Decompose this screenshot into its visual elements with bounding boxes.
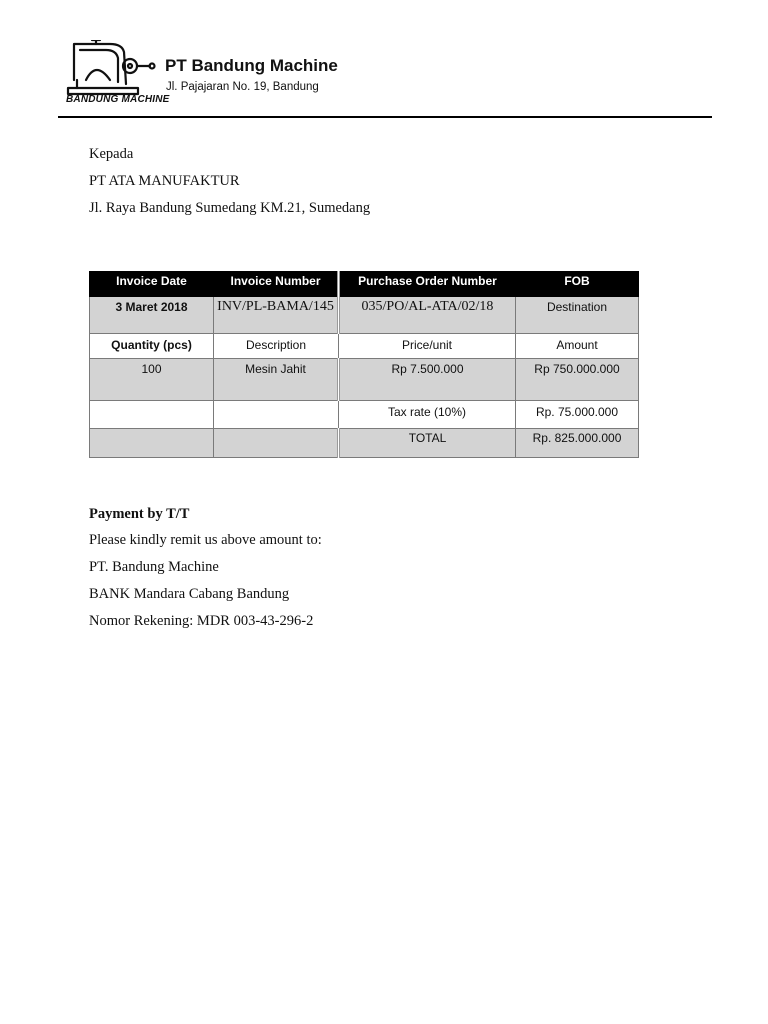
po-number: 035/PO/AL-ATA/02/18 [339, 297, 516, 334]
fob-value: Destination [516, 297, 639, 334]
company-name: PT Bandung Machine [165, 56, 338, 75]
header-po-number: Purchase Order Number [339, 272, 516, 297]
payment-account: Nomor Rekening: MDR 003-43-296-2 [89, 613, 314, 629]
header-invoice-date: Invoice Date [90, 272, 214, 297]
salutation: Kepada [89, 146, 134, 162]
sewing-machine-icon [66, 40, 160, 96]
total-label: TOTAL [339, 429, 516, 458]
recipient-address: Jl. Raya Bandung Sumedang KM.21, Sumedang [89, 200, 371, 216]
header-invoice-number: Invoice Number [214, 272, 339, 297]
header-quantity: Quantity (pcs) [90, 334, 214, 359]
tax-row [90, 401, 639, 429]
invoice-header-row [90, 272, 639, 297]
payment-beneficiary: PT. Bandung Machine [89, 559, 219, 575]
empty-cell [214, 401, 339, 429]
recipient-name: PT ATA MANUFAKTUR [89, 173, 240, 189]
item-quantity: 100 [90, 359, 214, 401]
invoice-info-row [90, 297, 639, 334]
empty-cell [214, 429, 339, 458]
tax-label: Tax rate (10%) [339, 401, 516, 429]
total-row [90, 429, 639, 458]
invoice-table [89, 271, 639, 458]
total-amount: Rp. 825.000.000 [516, 429, 639, 458]
company-address: Jl. Pajajaran No. 19, Bandung [166, 81, 319, 93]
item-description: Mesin Jahit [214, 359, 339, 401]
invoice-number: INV/PL-BAMA/145 [214, 297, 339, 334]
header-divider [58, 116, 712, 118]
logo-wordmark: BANDUNG MACHINE [66, 94, 170, 105]
table-row [90, 359, 639, 401]
header-fob: FOB [516, 272, 639, 297]
invoice-date: 3 Maret 2018 [90, 297, 214, 334]
item-price: Rp 7.500.000 [339, 359, 516, 401]
item-header-row [90, 334, 639, 359]
header-description: Description [214, 334, 339, 359]
item-amount: Rp 750.000.000 [516, 359, 639, 401]
tax-amount: Rp. 75.000.000 [516, 401, 639, 429]
header-amount: Amount [516, 334, 639, 359]
payment-title: Payment by T/T [89, 506, 190, 522]
header-price-unit: Price/unit [339, 334, 516, 359]
empty-cell [90, 429, 214, 458]
payment-instruction: Please kindly remit us above amount to: [89, 532, 322, 548]
empty-cell [90, 401, 214, 429]
payment-bank: BANK Mandara Cabang Bandung [89, 586, 290, 602]
company-logo [66, 40, 170, 112]
